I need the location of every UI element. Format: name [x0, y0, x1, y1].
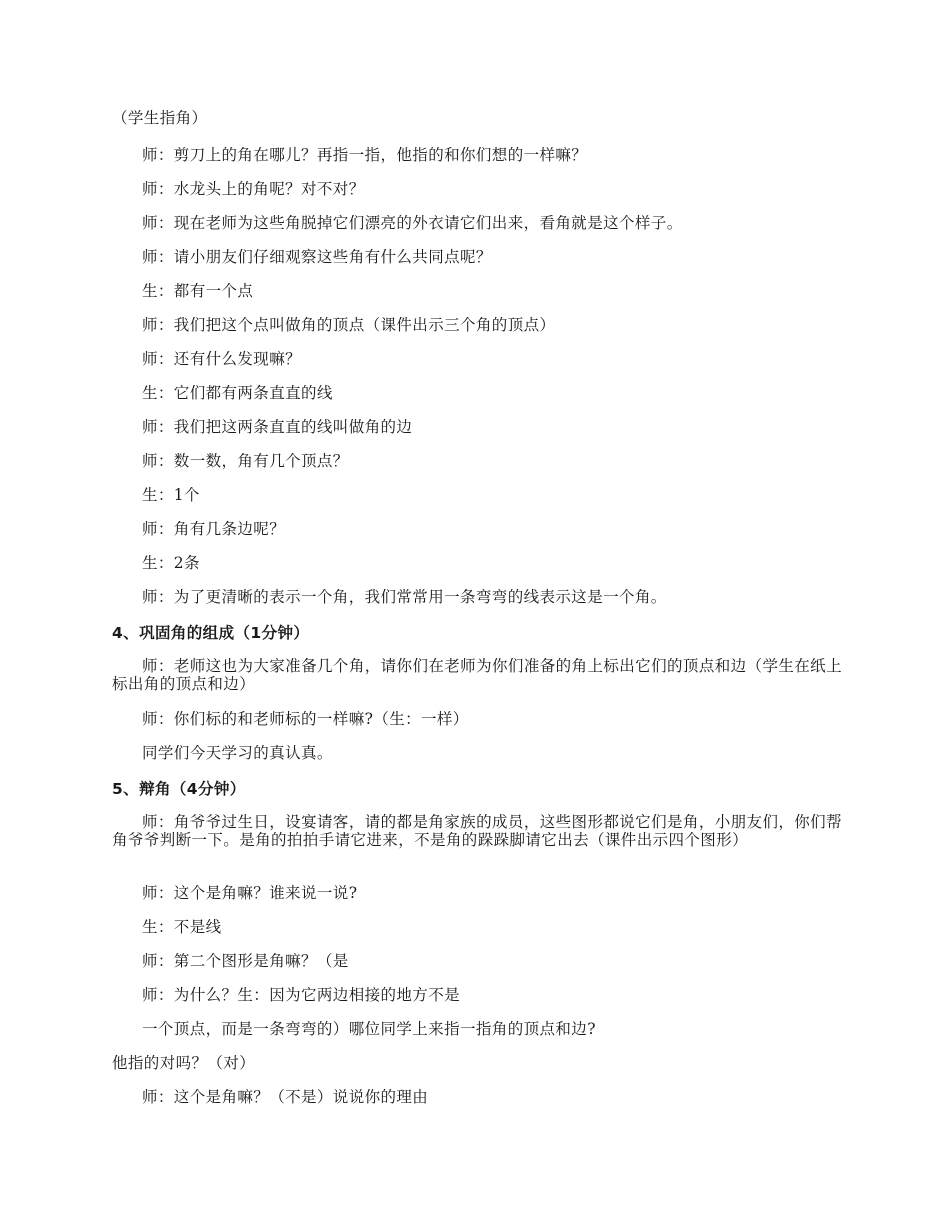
text-line: 师：现在老师为这些角脱掉它们漂亮的外衣请它们出来，看角就是这个样子。	[142, 214, 683, 232]
text-line: 生：都有一个点	[142, 282, 254, 300]
text-line: 师：剪刀上的角在哪儿？再指一指，他指的和你们想的一样嘛？	[142, 146, 588, 164]
text-line: 生：2条	[142, 554, 200, 572]
text-line: 师：这个是角嘛？（不是）说说你的理由	[142, 1088, 429, 1106]
text-line: 师：这个是角嘛？谁来说一说?	[142, 884, 358, 902]
text-line: 师：请小朋友们仔细观察这些角有什么共同点呢？	[142, 248, 492, 266]
text-line: 师：还有什么发现嘛？	[142, 350, 302, 368]
text-line: 师：第二个图形是角嘛？（是	[142, 952, 349, 970]
text-line: 生：1个	[142, 486, 200, 504]
text-line: 师：你们标的和老师标的一样嘛?（生：一样）	[142, 710, 469, 728]
text-line: 师：数一数，角有几个顶点？	[142, 452, 349, 470]
text-line: 师：为什么？生：因为它两边相接的地方不是	[142, 986, 461, 1004]
text-line: 一个顶点，而是一条弯弯的）哪位同学上来指一指角的顶点和边?	[142, 1020, 596, 1038]
text-line: 生：它们都有两条直直的线	[142, 384, 333, 402]
text-line: 他指的对吗？（对）	[112, 1054, 256, 1072]
paragraph: 师：老师这也为大家准备几个角，请你们在老师为你们准备的角上标出它们的顶点和边（学生在纸上标出角的顶点和边）	[112, 657, 842, 693]
text-line: 生：不是线	[142, 918, 222, 936]
text-line: 师：我们把这两条直直的线叫做角的边	[142, 418, 413, 436]
text-line: 师：为了更清晰的表示一个角，我们常常用一条弯弯的线表示这是一个角。	[142, 588, 667, 606]
paragraph: 师：角爷爷过生日，设宴请客，请的都是角家族的成员，这些图形都说它们是角，小朋友们，你们帮角爷爷判断一下。是角的拍拍手请它进来，不是角的跺跺脚请它出去（课件出示四个图形）	[112, 813, 842, 849]
text-line: 师：水龙头上的角呢？对不对？	[142, 180, 365, 198]
section-heading: 5、辩角（4分钟）	[112, 780, 246, 798]
text-line: 同学们今天学习的真认真。	[142, 744, 333, 762]
text-line: 师：角有几条边呢？	[142, 520, 286, 538]
text-line: （学生指角）	[112, 109, 208, 127]
text-line: 师：我们把这个点叫做角的顶点（课件出示三个角的顶点）	[142, 316, 556, 334]
section-heading: 4、巩固角的组成（1分钟）	[112, 624, 310, 642]
